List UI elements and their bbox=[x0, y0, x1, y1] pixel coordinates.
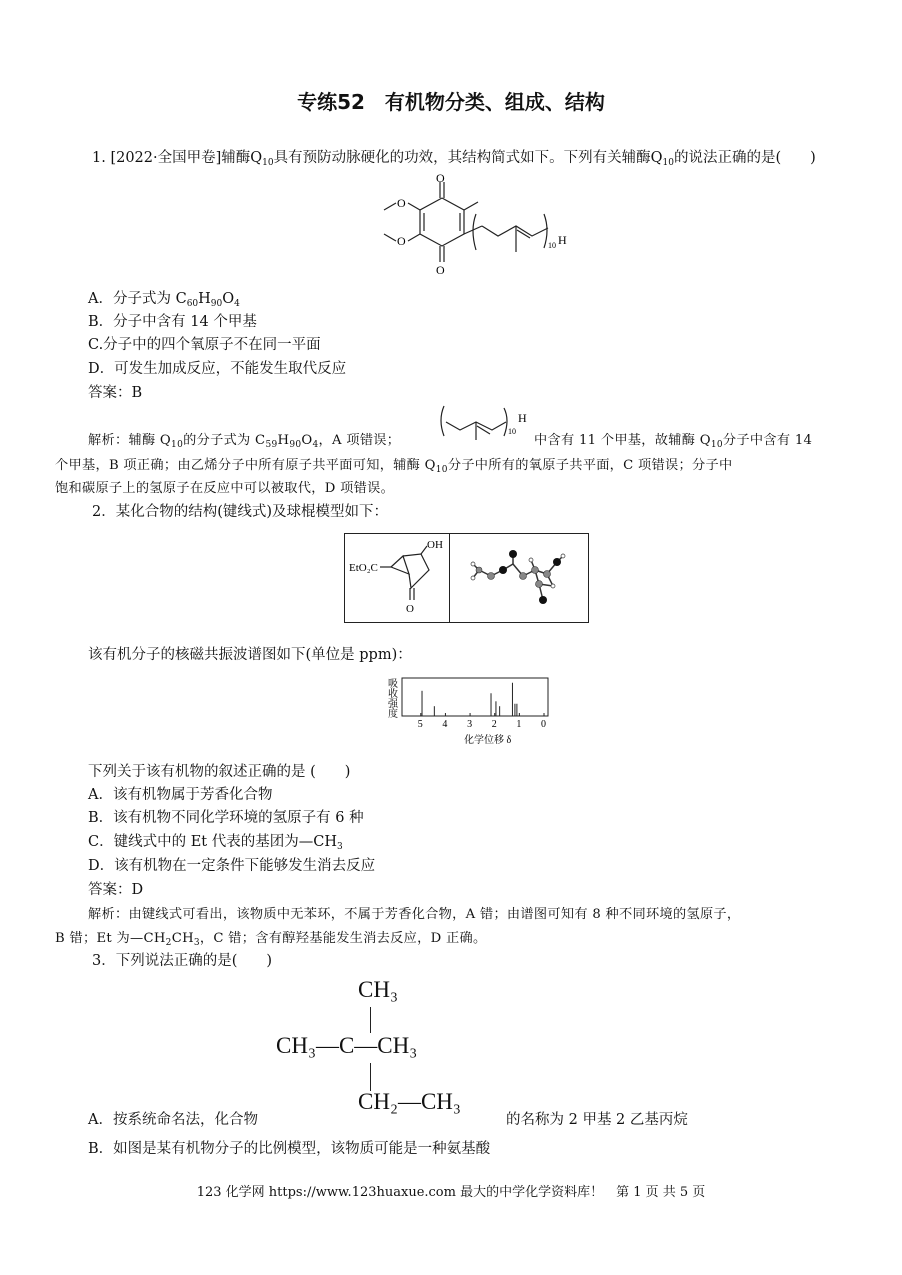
svg-text:OH: OH bbox=[427, 539, 443, 551]
q1-analysis-line2: 个甲基，B 项正确；由乙烯分子中所有原子共平面可知，辅酶 $Q_{10}$分子中所有的氧原子共平面，C 项错误；分子中 bbox=[55, 458, 733, 475]
q1-analysis-line3: 饱和碳原子上的氢原子在反应中可以被取代，D 项错误。 bbox=[55, 481, 395, 496]
nmr-xlabel: 化学位移 δ bbox=[464, 735, 512, 746]
nmr-tick-label: 1 bbox=[516, 719, 522, 730]
q2-option-d: D．该有机物在一定条件下能够发生消去反应 bbox=[88, 858, 376, 874]
svg-text:O: O bbox=[397, 234, 406, 248]
svg-text:10: 10 bbox=[548, 241, 556, 250]
nmr-plot bbox=[354, 676, 554, 748]
svg-text:10: 10 bbox=[508, 427, 516, 436]
q2-structure-box bbox=[344, 533, 589, 623]
svg-text:O: O bbox=[406, 603, 414, 615]
svg-text:H: H bbox=[558, 233, 567, 247]
q3-structural-formula bbox=[276, 975, 506, 1125]
q1-analysis-line1: 解析：辅酶 $Q_{10}$的分子式为 $C_{59}H_{90}O_4$，A 项错误； bbox=[88, 433, 401, 450]
svg-text:EtO₂C: EtO₂C bbox=[349, 562, 378, 574]
nmr-ylabel-char: 收 bbox=[388, 689, 398, 700]
svg-text:H: H bbox=[518, 411, 527, 425]
q1-analysis-line1-tail: 中含有 11 个甲基，故辅酶 $Q_{10}$分子中含有 14 bbox=[534, 433, 813, 450]
q1-option-c: C.分子中的四个氧原子不在同一平面 bbox=[88, 337, 321, 353]
formula-top-methyl: CH₃ bbox=[358, 977, 398, 1002]
q2-skeletal-formula bbox=[345, 534, 449, 622]
nmr-tick-label: 3 bbox=[467, 719, 473, 730]
nmr-ylabel-char: 吸 bbox=[388, 679, 398, 690]
nmr-tick-label: 4 bbox=[442, 719, 448, 730]
q1-analysis-chain-figure bbox=[436, 402, 536, 444]
q1-option-d: D．可发生加成反应，不能发生取代反应 bbox=[88, 361, 347, 377]
page-footer: 123 化学网 https://www.123huaxue.com 最大的中学化学资料库！ 第 1 页 共 5 页 bbox=[196, 1185, 706, 1200]
q2-nmr-intro: 该有机分子的核磁共振波谱图如下(单位是 ppm)： bbox=[88, 647, 412, 663]
q2-answer: 答案：D bbox=[88, 882, 144, 898]
svg-text:O: O bbox=[397, 196, 406, 210]
svg-text:O: O bbox=[436, 171, 445, 185]
q2-analysis-line1: 解析：由键线式可看出，该物质中无苯环，不属于芳香化合物，A 错；由谱图可知有 8 种不同环境的氢原子， bbox=[88, 907, 741, 922]
q1-structure-figure bbox=[372, 168, 592, 278]
q3-stem: 3．下列说法正确的是( ) bbox=[92, 953, 273, 969]
q2-question: 下列关于该有机物的叙述正确的是 ( ) bbox=[88, 764, 351, 780]
nmr-tick-label: 2 bbox=[491, 719, 497, 730]
q2-option-b: B．该有机物不同化学环境的氢原子有 6 种 bbox=[88, 810, 364, 826]
q2-option-a: A．该有机物属于芳香化合物 bbox=[88, 787, 273, 803]
nmr-frame bbox=[402, 678, 548, 716]
formula-bond-bottom bbox=[370, 1063, 371, 1091]
formula-bond-top bbox=[370, 1007, 371, 1033]
q3-option-b: B．如图是某有机物分子的比例模型，该物质可能是一种氨基酸 bbox=[88, 1141, 491, 1157]
formula-bottom-row: CH₂—CH₃ bbox=[358, 1089, 461, 1114]
svg-text:O: O bbox=[436, 263, 445, 277]
q1-option-a: A．分子式为 $C_{60}H_{90}O_4$ bbox=[88, 291, 240, 309]
nmr-ylabel-char: 强 bbox=[388, 699, 398, 710]
nmr-ylabel-char: 度 bbox=[388, 709, 398, 720]
nmr-tick-label: 5 bbox=[417, 719, 423, 730]
q1-answer: 答案：B bbox=[88, 385, 143, 401]
q2-option-c: C．键线式中的 Et 代表的基团为$—CH_3$ bbox=[88, 834, 343, 852]
q3-option-a-pre: A．按系统命名法，化合物 bbox=[88, 1112, 258, 1128]
q2-stem: 2．某化合物的结构(键线式)及球棍模型如下： bbox=[92, 504, 389, 520]
page-title: 专练52 有机物分类、组成、结构 bbox=[297, 90, 605, 114]
q1-stem: 1. [2022·全国甲卷]辅酶$Q_{10}$具有预防动脉硬化的功效，其结构简式如下。下列有关辅酶$Q_{10}$的说法正确的是( ) bbox=[92, 150, 816, 168]
q2-ball-stick-model bbox=[451, 534, 587, 622]
q1-option-b: B．分子中含有 14 个甲基 bbox=[88, 314, 257, 330]
nmr-tick-label: 0 bbox=[541, 719, 546, 730]
q2-analysis-line2: B 错；Et 为$—CH_2CH_3$，C 错；含有醇羟基能发生消去反应，D 正确。 bbox=[55, 931, 487, 948]
q3-option-a-post: 的名称为 2 甲基 2 乙基丙烷 bbox=[506, 1112, 688, 1128]
q2-nmr-chart bbox=[354, 676, 554, 748]
formula-middle-row: CH₃—C—CH₃ bbox=[276, 1033, 418, 1058]
